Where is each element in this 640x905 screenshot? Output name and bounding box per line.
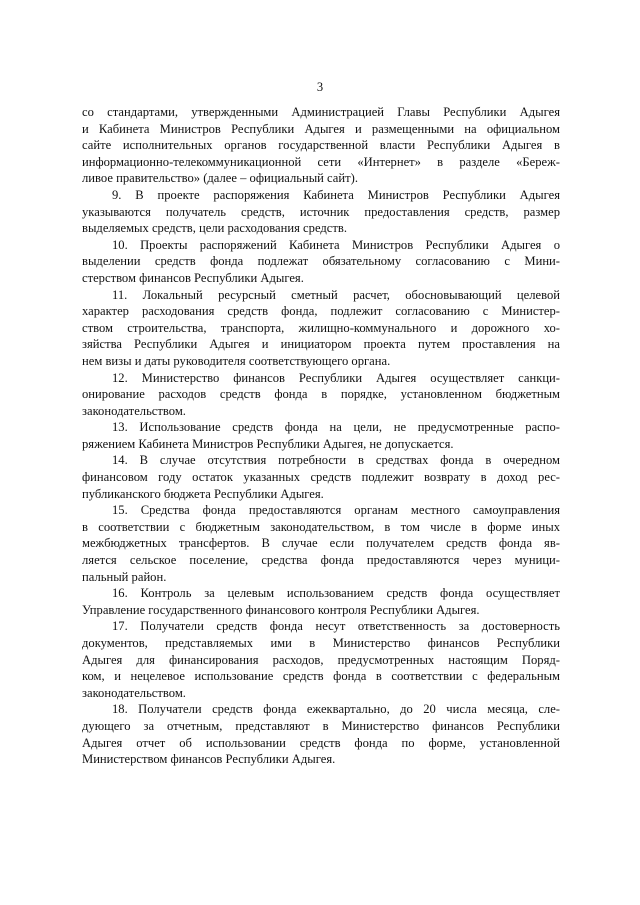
text-line: 14. В случае отсутствия потребности в средствах фонда в очередном [112, 453, 560, 468]
text-line: Адыгея для финансирования расходов, предусмотренных настоящим Поряд- [82, 652, 560, 667]
text-line: 18. Получатели средств фонда ежеквартально, до 20 числа месяца, сле- [112, 702, 560, 717]
text-line: ством строительства, транспорта, жилищно-коммунального и дорожного хо- [82, 320, 560, 335]
text-line: Министерством финансов Республики Адыгея. [82, 752, 336, 767]
text-line: 16. Контроль за целевым использованием средств фонда осуществляет [112, 586, 560, 601]
text-line: финансовом году остаток указанных средств подлежит возврату в доход рес- [82, 470, 560, 485]
text-line: нем визы и даты руководителя соответствующего органа. [82, 353, 391, 368]
text-line: зяйства Республики Адыгея и инициатором проекта путем проставления на [82, 337, 560, 352]
text-line: ляется сельское поселение, средства фонда предоставляются через муници- [82, 553, 560, 568]
text-line: со стандартами, утвержденными Администрацией Главы Республики Адыгея [82, 105, 560, 119]
page-number: 3 [316, 80, 324, 94]
text-line: межбюджетных трансфертов. В случае если получателем средств фонда яв- [82, 536, 560, 551]
text-line: законодательством. [82, 685, 186, 700]
text-line: 17. Получатели средств фонда несут ответственность за достоверность [112, 619, 560, 634]
text-line: характер расходования средств фонда, подлежит согласованию с Министер- [82, 304, 560, 319]
text-line: 11. Локальный ресурсный сметный расчет, обосновывающий целевой [112, 287, 560, 302]
text-line: 12. Министерство финансов Республики Адыгея осуществляет санкци- [112, 370, 560, 385]
text-line: выделяемых средств, цели расходования средств. [82, 221, 347, 236]
text-line: публиканского бюджета Республики Адыгея. [82, 486, 324, 501]
text-line: 9. В проекте распоряжения Кабинета Министров Республики Адыгея [112, 187, 560, 202]
text-line: дующего за отчетным, представляют в Министерство финансов Республики [82, 718, 560, 733]
text-line: ряжением Кабинета Министров Республики Адыгея, не допускается. [82, 436, 454, 451]
text-line: выделении средств фонда подлежат обязательному согласованию с Мини- [82, 254, 560, 269]
text-line: указываются получатель средств, источник предоставления средств, размер [82, 204, 560, 219]
text-line: 15. Средства фонда предоставляются органам местного самоуправления [112, 503, 560, 518]
document-body [82, 104, 560, 768]
text-line: документов, представляемых ими в Министерство финансов Республики [82, 636, 560, 650]
text-line: 13. Использование средств фонда на цели, не предусмотренные распо- [112, 420, 560, 435]
text-line: ливое правительство» (далее – официальный сайт). [82, 171, 358, 186]
text-line: в соответствии с бюджетным законодательством, в том числе в форме иных [82, 519, 560, 534]
text-line: Управление государственного финансового контроля Республики Адыгея. [82, 602, 480, 617]
text-line: 10. Проекты распоряжений Кабинета Министров Республики Адыгея о [112, 237, 560, 252]
text-line: информационно-телекоммуникационной сети «Интернет» в разделе «Береж- [82, 154, 560, 169]
text-line: законодательством. [82, 403, 186, 418]
text-line: ком, и нецелевое использование средств фонда в соответствии с федеральным [82, 669, 560, 684]
text-line: пальный район. [82, 569, 167, 584]
text-line: онирование расходов средств фонда в порядке, установленном бюджетным [82, 387, 560, 402]
text-line: и Кабинета Министров Республики Адыгея и размещенными на официальном [82, 121, 560, 136]
text-line: сайте исполнительных органов государственной власти Республики Адыгея в [82, 138, 560, 153]
text-line: Адыгея отчет об использовании средств фонда по форме, установленной [82, 735, 560, 750]
text-line: стерством финансов Республики Адыгея. [82, 270, 304, 285]
